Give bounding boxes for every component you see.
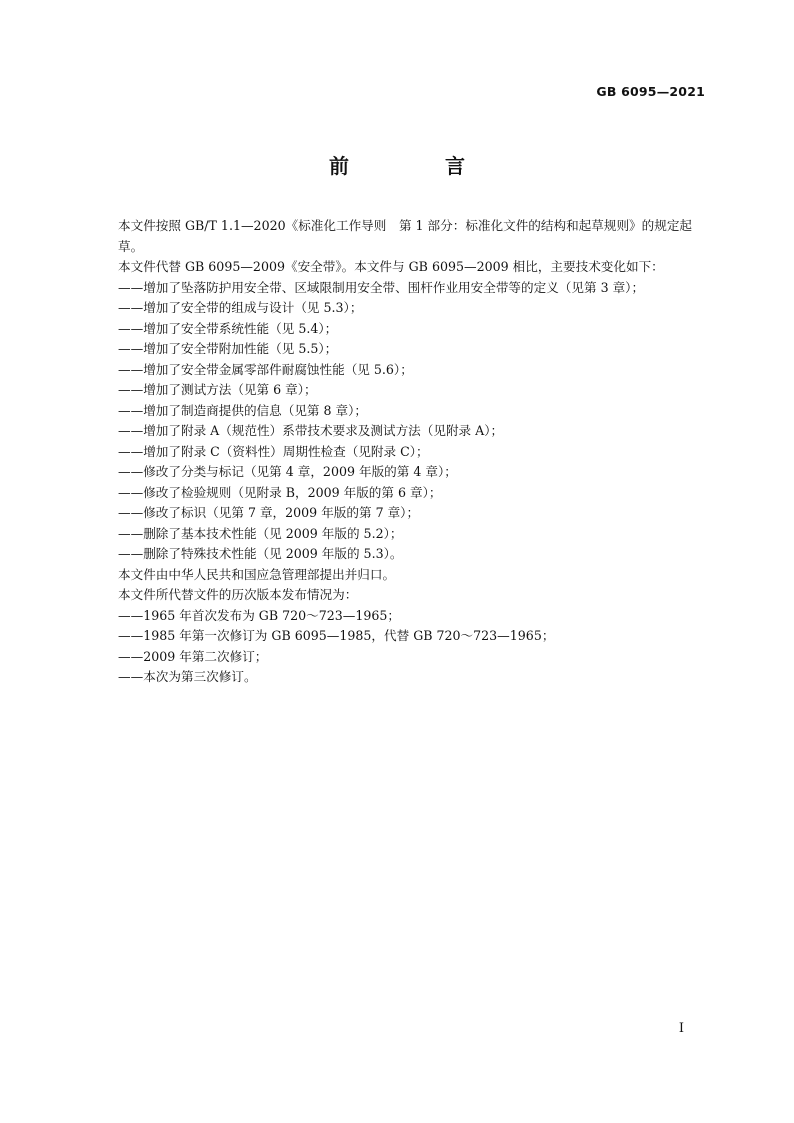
list-item: ——删除了基本技术性能（见 2009 年版的 5.2）； bbox=[118, 525, 403, 541]
list-item: ——增加了制造商提供的信息（见第 8 章）； bbox=[118, 402, 368, 418]
history-list bbox=[118, 606, 706, 688]
list-item: ——增加了附录 C（资料性）周期性检查（见附录 C）； bbox=[118, 443, 429, 459]
page-number: I bbox=[678, 1021, 684, 1036]
paragraph-replacement: 本文件代替 GB 6095—2009《安全带》。本文件与 GB 6095—2009 相比，主要技术变化如下： bbox=[118, 259, 664, 274]
list-item: ——1985 年第一次修订为 GB 6095—1985，代替 GB 720～723—1965； bbox=[118, 628, 555, 643]
list-item: ——增加了安全带系统性能（见 5.4）； bbox=[118, 320, 338, 336]
page-title: 前 言 bbox=[329, 154, 503, 178]
list-item: ——修改了标识（见第 7 章，2009 年版的第 7 章）； bbox=[118, 505, 420, 520]
paragraph-proposer: 本文件由中华人民共和国应急管理部提出并归口。 bbox=[118, 566, 396, 582]
list-item: ——本次为第三次修订。 bbox=[118, 669, 257, 684]
list-item: ——增加了测试方法（见第 6 章）； bbox=[118, 382, 317, 397]
list-item: ——增加了安全带附加性能（见 5.5）； bbox=[118, 341, 338, 356]
changes-list bbox=[118, 278, 706, 565]
list-item: ——增加了坠落防护用安全带、区域限制用安全带、围杆作业用安全带等的定义（见第 3 章）； bbox=[118, 279, 645, 295]
list-item: ——修改了检验规则（见附录 B，2009 年版的第 6 章）； bbox=[118, 484, 442, 500]
list-item: ——增加了安全带金属零部件耐腐蚀性能（见 5.6）； bbox=[118, 361, 413, 377]
list-item: ——1965 年首次发布为 GB 720～723—1965； bbox=[118, 607, 401, 623]
paragraph-history-intro: 本文件所代替文件的历次版本发布情况为： bbox=[118, 587, 358, 602]
list-item: ——增加了安全带的组成与设计（见 5.3）； bbox=[118, 300, 363, 315]
list-item: ——增加了附录 A（规范性）系带技术要求及测试方法（见附录 A）； bbox=[118, 423, 504, 438]
standard-number: GB 6095—2021 bbox=[596, 84, 705, 99]
paragraph-drafting-rules: 本文件按照 GB/T 1.1—2020《标准化工作导则 第 1 部分：标准化文件的结构和起草规则》的规定起草。 bbox=[118, 218, 693, 254]
list-item: ——删除了特殊技术性能（见 2009 年版的 5.3）。 bbox=[118, 546, 403, 561]
list-item: ——修改了分类与标记（见第 4 章，2009 年版的第 4 章）； bbox=[118, 464, 457, 479]
list-item: ——2009 年第二次修订； bbox=[118, 648, 268, 664]
foreword-body bbox=[118, 216, 706, 688]
